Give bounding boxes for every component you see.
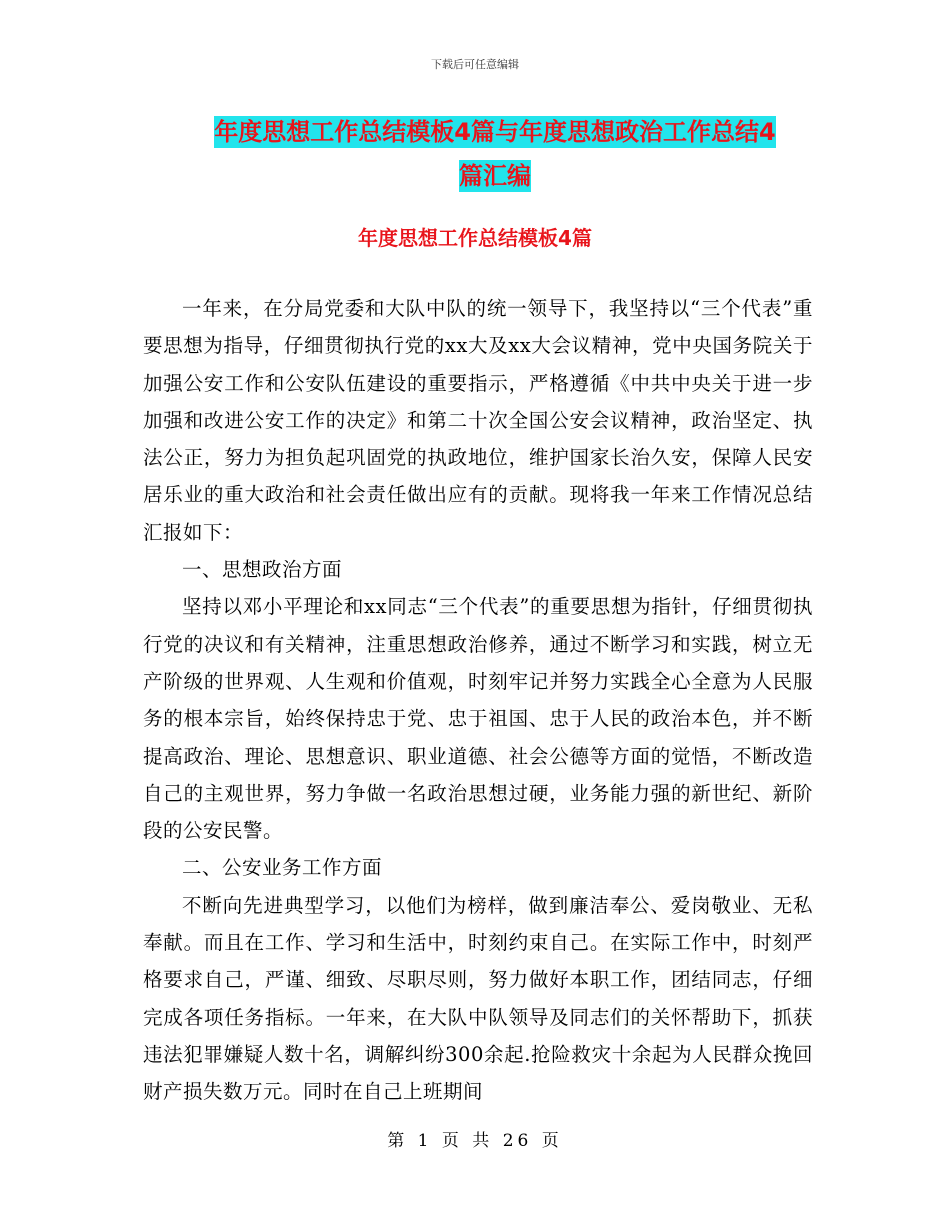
title-line-1: 年度思想工作总结模板4篇与年度思想政治工作总结4 [214,118,776,146]
document-body [143,290,813,1111]
header-note: 下载后可任意编辑 [431,58,519,71]
paragraph-intro: 一年来，在分局党委和大队中队的统一领导下，我坚持以“三个代表”重要思想为指导，仔细贯彻执行党的xx大及xx大会议精神，党中央国务院关于加强公安工作和公安队伍建设的重要指示，严格遵循《中共中央关于进一步加强和改进公安工作的决定》和第二十次全国公安会议精神，政治坚定、执法公正，努力为担负起巩固党的执政地位，维护国家长治久安，保障人民安居乐业的重大政治和社会责任做出应有的贡献。现将我一年来工作情况总结汇报如下： [143,297,813,544]
page-number: 第 1 页 共 26 页 [387,1131,563,1151]
heading-police-work: 二、公安业务工作方面 [182,856,383,880]
title-line-2: 篇汇编 [459,162,531,190]
paragraph-political: 坚持以邓小平理论和xx同志“三个代表”的重要思想为指针，仔细贯彻执行党的决议和有关精神，注重思想政治修养，通过不断学习和实践，树立无产阶级的世界观、人生观和价值观，时刻牢记并努力实践全心全意为人民服务的根本宗旨，始终保持忠于党、忠于祖国、忠于人民的政治本色，并不断提高政治、理论、思想意识、职业道德、社会公德等方面的觉悟，不断改造自己的主观世界，努力争做一名政治思想过硬，业务能力强的新世纪、新阶段的公安民警。 [143,595,813,843]
document-title [150,110,840,198]
paragraph-police-work: 不断向先进典型学习，以他们为榜样，做到廉洁奉公、爱岗敬业、无私奉献。而且在工作、学习和生活中，时刻约束自己。在实际工作中，时刻严格要求自己，严谨、细致、尽职尽则，努力做好本职工作，团结同志，仔细完成各项任务指标。一年来，在大队中队领导及同志们的关怀帮助下，抓获违法犯罪嫌疑人数十名，调解纠纷300余起.抢险救灾十余起为人民群众挽回财产损失数万元。同时在自己上班期间 [143,893,813,1104]
section-title: 年度思想工作总结模板4篇 [358,226,592,250]
heading-political: 一、思想政治方面 [182,558,343,582]
